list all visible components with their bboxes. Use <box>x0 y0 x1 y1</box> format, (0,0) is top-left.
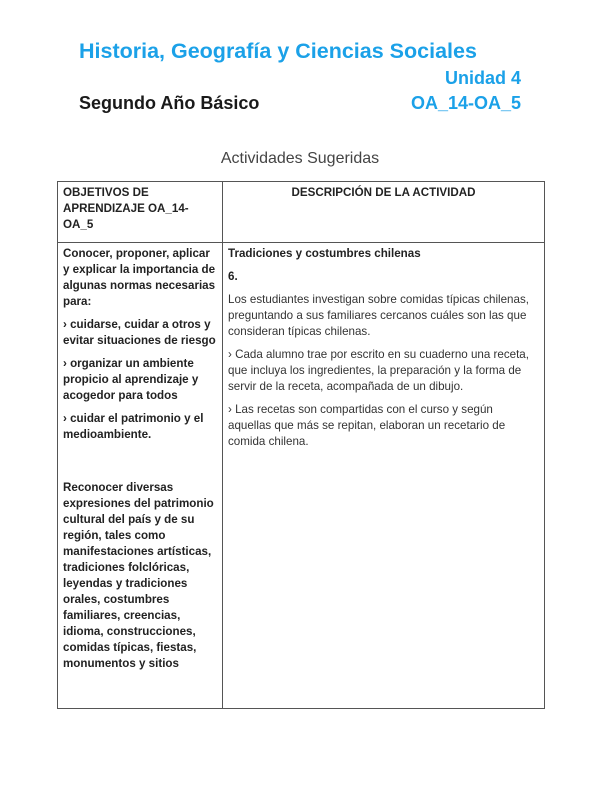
table-header-row <box>58 182 545 243</box>
table-row <box>58 243 545 709</box>
activity-paragraph: › Las recetas son compartidas con el curso y según aquellas que más se repitan, elaboran un recetario de comida chilena. <box>228 403 506 448</box>
activity-paragraph: › Cada alumno trae por escrito en su cuaderno una receta, que incluya los ingredientes, la preparación y la forma de servir de la receta, acompañada de un dibujo. <box>228 348 529 393</box>
objective-bullet: › organizar un ambiente propicio al aprendizaje y acogedor para todos <box>63 357 199 402</box>
objectives-cell <box>58 243 223 709</box>
objective-intro: Conocer, proponer, aplicar y explicar la importancia de algunas normas necesarias para: <box>63 247 216 308</box>
unit-label: Unidad 4 <box>444 68 521 88</box>
activity-description-cell <box>223 243 545 709</box>
objective-bullet: › cuidar el patrimonio y el medioambiente. <box>63 412 204 441</box>
activity-title: Tradiciones y costumbres chilenas <box>228 247 421 260</box>
activity-paragraph: Los estudiantes investigan sobre comidas típicas chilenas, preguntando a sus familiares cercanos cuáles son las que consideran típicas chilenas. <box>228 293 529 338</box>
activity-number: 6. <box>228 270 238 283</box>
grade-label: Segundo Año Básico <box>79 93 260 113</box>
objective-bullet: › cuidarse, cuidar a otros y evitar situaciones de riesgo <box>63 318 216 347</box>
objective-heritage: Reconocer diversas expresiones del patrimonio cultural del país y de su región, tales como manifestaciones artísticas, tradiciones folclóricas, leyendas y tradiciones orales, costumbres familiares, creencias, idioma, construcciones, comidas típicas, fiestas, monumentos y sitios <box>63 481 214 670</box>
activities-table <box>57 181 545 709</box>
oa-code-label: OA_14-OA_5 <box>410 93 521 113</box>
section-title: Actividades Sugeridas <box>220 150 380 167</box>
description-column-header: DESCRIPCIÓN DE LA ACTIVIDAD <box>223 182 545 243</box>
subject-title: Historia, Geografía y Ciencias Sociales <box>79 39 477 63</box>
objectives-column-header: OBJETIVOS DE APRENDIZAJE OA_14-OA_5 <box>58 182 223 243</box>
